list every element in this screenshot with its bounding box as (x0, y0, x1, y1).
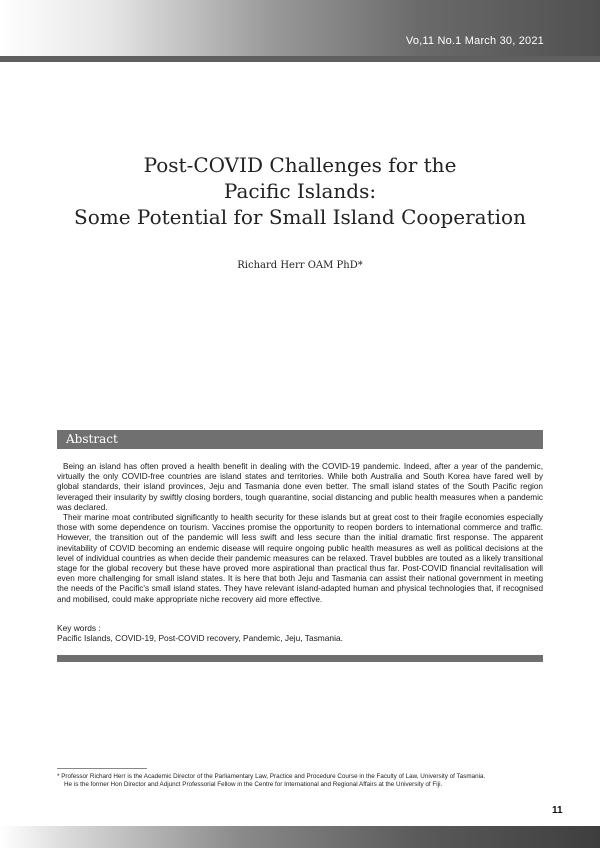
page-number: 11 (552, 805, 563, 816)
section-divider (57, 655, 543, 662)
abstract-paragraph-2: Their marine moat contributed significantly to health security for these islands but at great cost to their fragile economies especially those with some dependence on tourism. Vaccines promise the opportunity to reopen borders to international commerce and traffic. However, the transition out of the pandemic will less swift and less secure than the initial dramatic first response. The apparent inevitability of COVID becoming an endemic disease will require ongoing public health measures as well as political decisions at the level of individual countries as when decide their pandemic measures can be relaxed. Travel bubbles are touted as a likely transitional stage for the global recovery but these have proved more aspirational than practical thus far. Post-COVID financial revitalisation will even more challenging for small island states. It is here that both Jeju and Tasmania can assist their national government in meeting the needs of the Pacific's small island states. They have relevant island-adapted human and physical technologies that, if recognised and mobilised, could make appropriate niche recovery aid more effective. (57, 513, 543, 604)
abstract-heading: Abstract (66, 432, 118, 446)
paper-title (0, 152, 600, 230)
abstract-heading-bar (57, 430, 543, 449)
footnote-line-1: * Professor Richard Herr is the Academic Director of the Parliamentary Law, Practice and Procedure Course in the Faculty of Law, University of Tasmania. (57, 773, 486, 780)
abstract-body (57, 462, 543, 605)
footer-band (0, 826, 600, 848)
issue-info: Vo,11 No.1 March 30, 2021 (405, 35, 544, 47)
title-line-3: Some Potential for Small Island Cooperation (74, 205, 526, 229)
footnote (57, 773, 547, 790)
footnote-line-2: He is the former Hon Director and Adjunct Professorial Fellow in the Centre for International and Regional Affairs at the University of Fiji. (64, 781, 443, 789)
title-line-1: Post-COVID Challenges for the (143, 153, 457, 177)
title-line-2: Pacific Islands: (223, 179, 377, 203)
abstract-paragraph-1: Being an island has often proved a health benefit in dealing with the COVID-19 pandemic. Indeed, after a year of the pandemic, virtually the only COVID-free countries are island states and territories. While both Australia and South Korea have fared well by global standards, their island provinces, Jeju and Tasmania done even better. The small island states of the South Pacific region leveraged their insularity by swiftly closing borders, tough quarantine, social distancing and public health measures when a pandemic was declared. (57, 462, 543, 512)
keywords-label: Key words : (57, 623, 101, 633)
footnote-rule (57, 768, 147, 769)
header-band (0, 0, 600, 62)
author-name: Richard Herr OAM PhD* (237, 260, 363, 271)
keywords-text: Pacific Islands, COVID-19, Post-COVID recovery, Pandemic, Jeju, Tasmania. (57, 633, 343, 643)
